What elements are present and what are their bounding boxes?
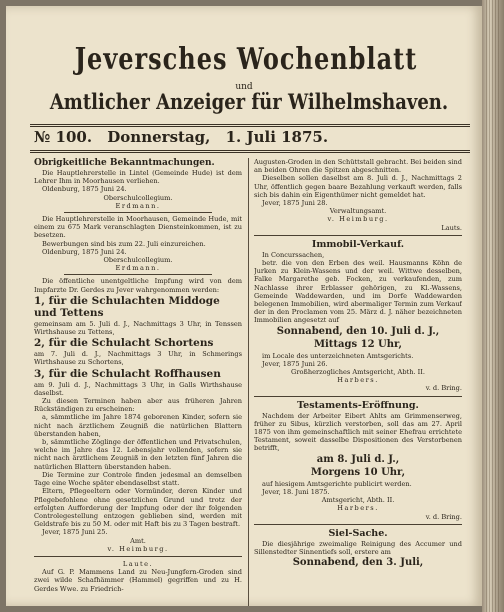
- testament-time: Morgens 10 Uhr,: [310, 466, 406, 478]
- schedule-text-3: am 9. Juli d. J., Nachmittags 3 Uhr, in Galls Wirthshause daselbst.: [34, 380, 242, 397]
- notice-signature: Erdmann.: [115, 264, 161, 273]
- testament-date: am 8. Juli d. J.,: [316, 453, 400, 465]
- siel-date: Sonnabend, den 3. Juli,: [292, 557, 424, 569]
- notice-text: Bewerbungen sind bis zum 22. Juli einzureichen.: [42, 239, 206, 248]
- immobil-heading: Immobil-Verkauf.: [311, 238, 405, 250]
- siel-heading: Siel-Sache.: [328, 527, 388, 539]
- immobil-subheading: In Concurssachen,: [262, 250, 325, 259]
- notice-text: Die Hauptlehrerstelle in Moorhausen, Gemeinde Hude, mit einem zu 675 Mark veranschlagten Diensteinkommen, ist zu besetzen.: [34, 215, 242, 240]
- issue-date: 1. Juli 1875.: [225, 128, 329, 146]
- notice-text: Augusten-Groden in den Schüttstall gebracht. Bei beiden sind an beiden Ohren die Spitzen abgeschnitten.: [254, 158, 462, 175]
- notice-place: Oldenburg, 1875 Juni 24.: [42, 247, 127, 256]
- immobil-location: im Locale des unterzeichneten Amtsgerichts.: [262, 351, 414, 360]
- notice-place: Oldenburg, 1875 Juni 24.: [42, 185, 127, 194]
- notice-authority: Amtsgericht, Abth. II.: [321, 496, 395, 505]
- immobil-text: betr. die von den Erben des weil. Hausmanns Köhn de Jurken zu Klein-Wassens und der weil. Wittwe desselben, Falke Margarethe geb. Focken, zu verkaufenden, zum Nachlasse ihrer Erblasser gehörigen, zu Kl.-Wassens, Gemeinde Waddewarden, und im Dorfe Waddewarden belegenen Immobilien, wird abermaliger Termin zum Verkauf der in den Proclamen vom 25. März d. J. näher bezeichneten Immobilien angesetzt auf: [254, 259, 462, 325]
- notice-place: Jever, 1875 Juni 25.: [42, 528, 108, 537]
- notice-signature: Harbers.: [337, 504, 379, 513]
- divider: [64, 212, 212, 213]
- masthead-subtitle: Amtlicher Anzeiger für Wilhelmshaven.: [49, 89, 449, 116]
- divider: [254, 524, 462, 525]
- notice-text: Dieselben sollen daselbst am 8. Juli d. J., Nachmittags 2 Uhr, öffentlich gegen baare Bezahlung verkauft werden, falls sich bis dahin ein Eigenthümer nicht gemeldet hat.: [254, 174, 462, 199]
- notice-authority: Oberschulcollegium.: [103, 256, 173, 265]
- notice-signature: v. Heimburg.: [327, 215, 389, 224]
- testament-text: Nachdem der Arbeiter Eibert Ahlts am Grimmenserweg, früher zu Sibus, kürzlich verstorben, soll das am 27. April 1875 von ihm gemeinschaftlich mit seiner Ehefrau errichtete Testament, soweit dasselbe Dispositionen des Verstorbenen betrifft,: [254, 411, 462, 453]
- notice-signature: v. Heimburg.: [107, 544, 169, 553]
- divider: [64, 274, 212, 275]
- divider: [254, 396, 462, 397]
- notice-signature: Harbers.: [337, 376, 379, 385]
- left-column: [34, 158, 242, 606]
- vaccination-item-a: a, sämmtliche im Jahre 1874 geborenen Kinder, sofern sie nicht nach ärztlichem Zeugniß die natürlichen Blattern überstanden haben,: [34, 413, 242, 438]
- issue-weekday: Donnerstag,: [107, 128, 211, 146]
- vaccination-text: Zu diesen Terminen haben aber aus früheren Jahren Rückständigen zu erscheinen:: [34, 397, 242, 414]
- notice-authority: Verwaltungsamt.: [329, 207, 387, 216]
- notice-authority: Oberschulcollegium.: [103, 193, 173, 202]
- notice-sig-secondary: v. d. Bring.: [425, 384, 462, 393]
- laute-heading: Laute.: [122, 559, 154, 568]
- masthead-und: und: [235, 82, 253, 92]
- schedule-heading-3: 3, für die Schulacht Roffhausen: [34, 367, 221, 380]
- notice-sig-secondary: v. d. Bring.: [425, 512, 462, 521]
- masthead-rule-bottom: [30, 150, 470, 153]
- notice-tag: Lauts.: [441, 223, 462, 232]
- vaccination-text: Eltern, Pflegeeltern oder Vormünder, deren Kinder und Pflegebefohlene ohne gesetzlichen Grund und trotz der erfolgten Aufforderung der Impfung oder der ihr folgenden Controlegestellung entzogen geblieben sind, werden mit Geldstrafe bis zu 50 M. oder mit Haft bis zu 3 Tagen bestraft.: [34, 487, 242, 529]
- vaccination-intro: Die öffentliche unentgeltliche Impfung wird von dem Impfarzte Dr. Gerdes zu Jever wahrgenommen werden:: [34, 277, 242, 294]
- vaccination-item-b: b, sämmtliche Zöglinge der öffentlichen und Privatschulen, welche im Jahre das 12. Lebensjahr vollenden, sofern sie nicht nach ärztlichem Zeugniß in den letzten fünf Jahren die natürlichen Blattern überstanden haben.: [34, 438, 242, 471]
- schedule-heading-1: 1, für die Schulachten Middoge und Tettens: [34, 294, 220, 319]
- column-separator: [248, 158, 249, 606]
- notice-place: Jever, 18. Juni 1875.: [262, 487, 330, 496]
- testament-text: auf hiesigem Amtsgerichte publicirt werden.: [262, 479, 412, 488]
- schedule-heading-2: 2, für die Schulacht Schortens: [34, 337, 214, 350]
- notice-signature: Erdmann.: [115, 201, 161, 210]
- notice-authority: Großherzogliches Amtsgericht, Abth. II.: [291, 368, 425, 377]
- book-spine: [482, 0, 504, 612]
- notice-place: Jever, 1875 Juni 26.: [262, 359, 328, 368]
- testament-heading: Testaments-Eröffnung.: [297, 399, 419, 411]
- notice-text: Die Hauptlehrerstelle in Lintel (Gemeinde Hude) ist dem Lehrer Ihm in Moorhausen verliehen.: [34, 169, 242, 186]
- issue-number: № 100.: [34, 128, 93, 146]
- siel-text: Die diesjährige zweimalige Reinigung des Accumer und Sillenstedter Sinnentiefs soll, erstere am: [254, 539, 462, 556]
- schedule-text-2: am 7. Juli d. J., Nachmittags 3 Uhr, in Schmerings Wirthshause zu Schortens,: [34, 350, 242, 367]
- divider: [254, 235, 462, 236]
- schedule-text-1: gemeinsam am 5. Juli d. J., Nachmittags 3 Uhr, in Tenssen Wirthshause zu Tettens,: [34, 319, 242, 337]
- notice-place: Jever, 1875 Juni 28.: [262, 199, 328, 208]
- spine-lines: [486, 0, 500, 612]
- vaccination-text: Die Termine zur Controle finden jedesmal an demselben Tage eine Woche später ebendaselbst statt.: [34, 470, 242, 488]
- official-notices-heading: Obrigkeitliche Bekanntmachungen.: [34, 158, 215, 168]
- divider: [34, 556, 242, 557]
- laute-text: Auf G. P. Mammens Land zu Neu-Jungfern-Groden sind zwei wilde Schafhämmer (Hammel) gegriffen und zu H. Gerdes Wwe. zu Friedrich-: [34, 568, 242, 593]
- immobil-date: Sonnabend, den 10. Juli d. J.,: [276, 325, 440, 337]
- issue-line: [34, 128, 474, 146]
- masthead-title: Jeversches Wochenblatt: [74, 40, 418, 77]
- notice-authority: Amt.: [130, 536, 146, 545]
- immobil-time: Mittags 12 Uhr,: [313, 338, 403, 350]
- newspaper-page: [6, 6, 482, 606]
- masthead-rule-top: [30, 124, 470, 127]
- right-column: [254, 158, 462, 606]
